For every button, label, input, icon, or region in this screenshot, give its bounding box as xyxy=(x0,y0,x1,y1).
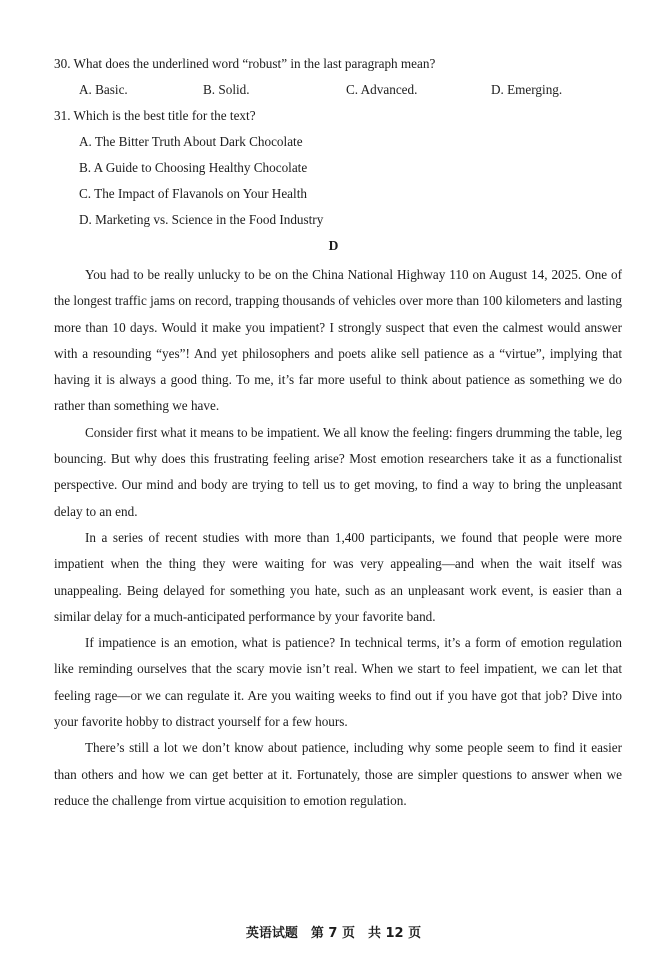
page-footer: 英语试题 第 7 页 共 12 页 xyxy=(245,926,422,941)
question-30-option-b: B. Solid. xyxy=(203,82,250,97)
question-30-option-a: A. Basic. xyxy=(79,82,128,97)
question-31-option-a: A. The Bitter Truth About Dark Chocolate xyxy=(79,134,303,149)
question-31-stem: 31. Which is the best title for the text? xyxy=(54,108,256,123)
question-31-option-b: B. A Guide to Choosing Healthy Chocolate xyxy=(79,160,308,175)
section-heading: D xyxy=(328,238,339,253)
reading-passage xyxy=(54,262,622,814)
question-30-option-c: C. Advanced. xyxy=(346,82,418,97)
question-31-option-d: D. Marketing vs. Science in the Food Industry xyxy=(79,212,324,227)
question-30-option-d: D. Emerging. xyxy=(491,82,563,97)
passage-paragraph-3: In a series of recent studies with more than 1,400 participants, we found that people were more impatient when the thing they were waiting for was very appealing—and when the wait itself was unappealing. Being delayed for something you hate, such as an unpleasant work event, is easier than a similar delay for a much-anticipated performance by your favorite band. xyxy=(54,529,622,624)
passage-paragraph-2: Consider first what it means to be impatient. We all know the feeling: fingers drumming the table, leg bouncing. But why does this frustrating feeling arise? Most emotion researchers take it as a functionalist perspective. Our mind and body are trying to tell us to get moving, to find a way to bring the unpleasant delay to an end. xyxy=(54,424,622,519)
passage-paragraph-5: There’s still a lot we don’t know about patience, including why some people seem to find it easier than others and how we can get better at it. Fortunately, those are simpler questions to answer when we reduce the challenge from virtue acquisition to emotion regulation. xyxy=(54,740,622,808)
passage-paragraph-1: You had to be really unlucky to be on the China National Highway 110 on August 14, 2025. One of the longest traffic jams on record, trapping thousands of vehicles over more than 100 kilometers and lasting more than 10 days. Would it make you impatient? I strongly suspect that even the calmest would answer with a resounding “yes”! And yet philosophers and poets alike sell patience as a “virtue”, implying that having it is always a good thing. To me, it’s far more useful to think about patience as something we do rather than something we have. xyxy=(54,267,622,414)
question-31-option-c: C. The Impact of Flavanols on Your Health xyxy=(79,186,307,201)
passage-paragraph-4: If impatience is an emotion, what is patience? In technical terms, it’s a form of emotion regulation like reminding ourselves that the scary movie isn’t real. When we start to feel impatient, we can let that feeling rage—or we can regulate it. Are you waiting weeks to find out if you have got that job? Dive into your favorite hobby to distract yourself for a few hours. xyxy=(54,635,622,730)
question-30-stem: 30. What does the underlined word “robust” in the last paragraph mean? xyxy=(54,56,436,71)
